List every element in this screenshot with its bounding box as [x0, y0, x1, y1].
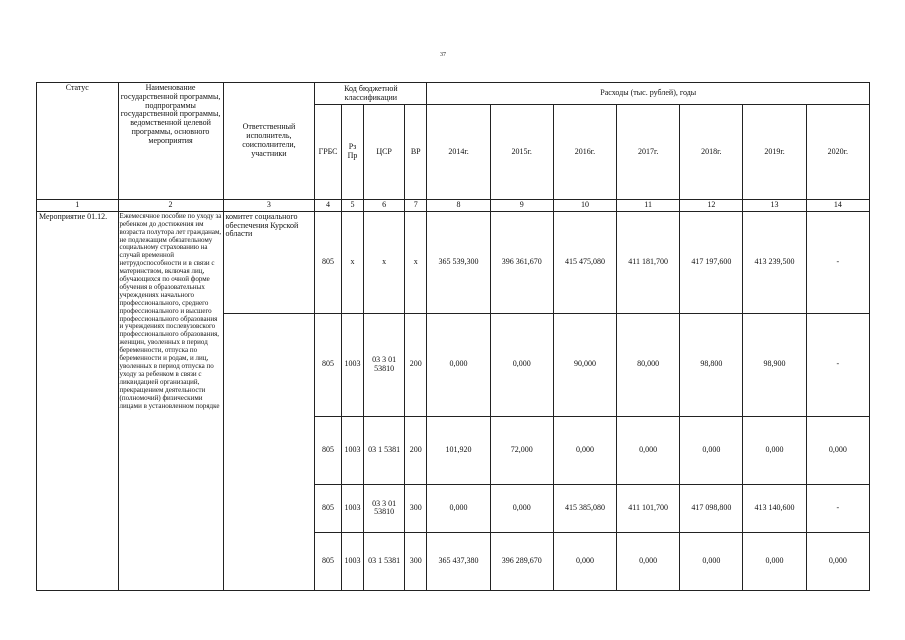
table-row	[37, 211, 870, 313]
value-cell: 98,900	[743, 313, 806, 416]
value-cell: 396 361,670	[490, 211, 553, 313]
vr-cell: 300	[404, 484, 426, 532]
value-cell: 396 289,670	[490, 532, 553, 590]
value-cell: 0,000	[553, 532, 616, 590]
header-year: 2014г.	[427, 105, 490, 200]
csr-cell: 03 3 01 53810	[364, 313, 405, 416]
value-cell: 0,000	[553, 416, 616, 484]
value-cell: 417 197,600	[680, 211, 743, 313]
value-cell: 0,000	[743, 532, 806, 590]
header-name: Наименование государственной программы, подпрограммы государственной программы, ведомственной целевой программы, основного мероприятия	[118, 83, 223, 200]
column-number: 10	[553, 200, 616, 212]
responsible-cell: комитет социального обеспечения Курской области	[223, 211, 315, 313]
column-number: 13	[743, 200, 806, 212]
value-cell: 415 475,080	[553, 211, 616, 313]
column-number: 3	[223, 200, 315, 212]
value-cell: 0,000	[806, 532, 869, 590]
value-cell: 411 181,700	[617, 211, 680, 313]
column-number: 14	[806, 200, 869, 212]
header-csr: ЦСР	[364, 105, 405, 200]
value-cell: 98,800	[680, 313, 743, 416]
value-cell: 415 385,080	[553, 484, 616, 532]
value-cell: 0,000	[617, 532, 680, 590]
header-year: 2020г.	[806, 105, 869, 200]
value-cell: 0,000	[806, 416, 869, 484]
rzpr-cell: 1003	[341, 416, 363, 484]
value-cell: 0,000	[617, 416, 680, 484]
value-cell: 80,000	[617, 313, 680, 416]
value-cell: 0,000	[427, 313, 490, 416]
grbs-cell: 805	[315, 211, 342, 313]
grbs-cell: 805	[315, 313, 342, 416]
value-cell: 0,000	[680, 416, 743, 484]
header-row-1	[37, 83, 870, 105]
value-cell: 365 437,380	[427, 532, 490, 590]
grbs-cell: 805	[315, 484, 342, 532]
budget-table	[36, 82, 870, 591]
header-budget-code: Код бюджетной классификации	[315, 83, 427, 105]
header-year: 2015г.	[490, 105, 553, 200]
header-year: 2019г.	[743, 105, 806, 200]
value-cell: 417 098,800	[680, 484, 743, 532]
status-cell: Мероприятие 01.12.	[37, 211, 119, 590]
csr-cell: х	[364, 211, 405, 313]
responsible-empty-cell	[223, 313, 315, 590]
vr-cell: х	[404, 211, 426, 313]
column-number: 4	[315, 200, 342, 212]
value-cell: -	[806, 211, 869, 313]
vr-cell: 200	[404, 416, 426, 484]
value-cell: 101,920	[427, 416, 490, 484]
value-cell: 413 239,500	[743, 211, 806, 313]
header-status: Статус	[37, 83, 119, 200]
value-cell: 0,000	[490, 313, 553, 416]
value-cell: -	[806, 313, 869, 416]
column-number: 6	[364, 200, 405, 212]
column-number: 12	[680, 200, 743, 212]
value-cell: 0,000	[427, 484, 490, 532]
csr-cell: 03 1 5381	[364, 416, 405, 484]
column-number: 1	[37, 200, 119, 212]
rzpr-cell: 1003	[341, 484, 363, 532]
value-cell: -	[806, 484, 869, 532]
column-number: 5	[341, 200, 363, 212]
grbs-cell: 805	[315, 416, 342, 484]
value-cell: 413 140,600	[743, 484, 806, 532]
measure-name-cell: Ежемесячное пособие по уходу за ребенком до достижения им возраста полутора лет гражданам, не подлежащим обязательному социальному страхованию на случай временной нетрудоспособности и в связи с материнством, включая лиц, обучающихся по очной форме обучения в образовательных учреждениях начального профессионального, среднего профессионального и высшего профессионального образования и учреждениях послевузовского профессионального образования, женщин, уволенных в период беременности, отпуска по беременности и родам, и лиц, уволенных в период отпуска по уходу за ребенком в связи с ликвидацией организаций, прекращением деятельности (полномочий) физическими лицами в установленном порядке	[118, 211, 223, 590]
csr-cell: 03 3 01 53810	[364, 484, 405, 532]
rzpr-cell: 1003	[341, 313, 363, 416]
value-cell: 72,000	[490, 416, 553, 484]
rzpr-cell: 1003	[341, 532, 363, 590]
header-grbs: ГРБС	[315, 105, 342, 200]
rzpr-cell: х	[341, 211, 363, 313]
column-number: 8	[427, 200, 490, 212]
value-cell: 0,000	[680, 532, 743, 590]
csr-cell: 03 1 5381	[364, 532, 405, 590]
header-rzpr: Рз Пр	[341, 105, 363, 200]
header-expenses: Расходы (тыс. рублей), годы	[427, 83, 870, 105]
header-year: 2016г.	[553, 105, 616, 200]
page-number: 37	[440, 52, 446, 58]
vr-cell: 200	[404, 313, 426, 416]
value-cell: 411 101,700	[617, 484, 680, 532]
value-cell: 90,000	[553, 313, 616, 416]
column-number: 7	[404, 200, 426, 212]
column-number: 9	[490, 200, 553, 212]
header-year: 2018г.	[680, 105, 743, 200]
vr-cell: 300	[404, 532, 426, 590]
column-number: 2	[118, 200, 223, 212]
header-year: 2017г.	[617, 105, 680, 200]
header-vr: ВР	[404, 105, 426, 200]
value-cell: 0,000	[743, 416, 806, 484]
header-responsible: Ответственный исполнитель, соисполнители, участники	[223, 83, 315, 200]
column-number: 11	[617, 200, 680, 212]
grbs-cell: 805	[315, 532, 342, 590]
value-cell: 0,000	[490, 484, 553, 532]
column-number-row	[37, 200, 870, 212]
value-cell: 365 539,300	[427, 211, 490, 313]
